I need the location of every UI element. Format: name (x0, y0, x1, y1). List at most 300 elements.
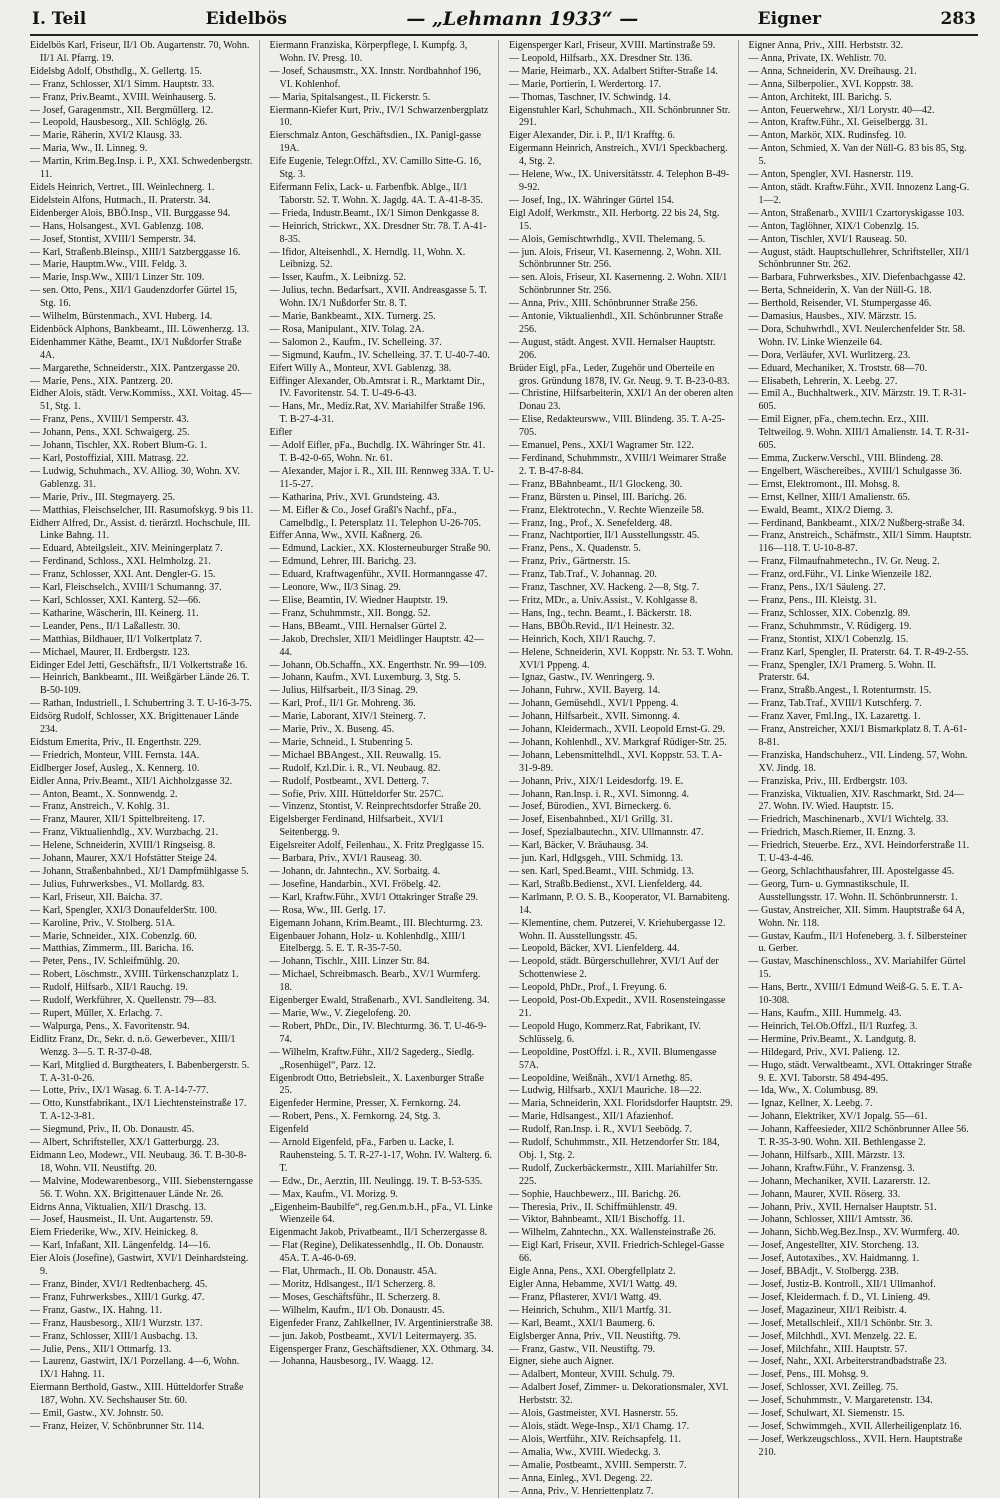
directory-entry: — Rudolf, Kzl.Dir. i. R., VI. Neubaug. 82. (270, 763, 495, 776)
directory-entry: — Anna, Private, IX. Wehlistr. 70. (749, 53, 975, 66)
directory-entry: Eifermann Felix, Lack- u. Farbenfbk. Ablge., II/1 Taborstr. 52. T. Wohn. X. Jagdg. 4A. T. A-41-8-35. (270, 182, 495, 208)
directory-entry: — Dora, Schuhwrhdl., XVI. Neulerchenfelder Str. 58. Wohn. IV. Linke Wienzeile 64. (749, 324, 975, 350)
directory-entry: — Robert, Löschmstr., XVIII. Türkenschanzplatz 1. (30, 969, 255, 982)
directory-entry: — Josef, Bürodien., XVI. Birneckerg. 6. (509, 801, 734, 814)
directory-entry: — Rudolf, Hilfsarb., XII/1 Rauchg. 19. (30, 982, 255, 995)
directory-entry: — Marie, Laborant, XIV/1 Steinerg. 7. (270, 711, 495, 724)
column-4 (749, 40, 979, 1498)
directory-entry: Eigenfeld (270, 1124, 495, 1137)
directory-entry: — Franz, Nachtportier, II/1 Ausstellungsstr. 45. (509, 530, 734, 543)
directory-entry: — Johann, Priv., XIX/1 Leidesdorfg. 19. E. (509, 776, 734, 789)
directory-entry: — Franz, Ing., Prof., X. Senefelderg. 48. (509, 518, 734, 531)
header-rule (30, 34, 978, 36)
directory-entry: — Max, Kaufm., VI. Morizg. 9. (270, 1189, 495, 1202)
directory-entry: — Hermine, Priv.Beamt., X. Landgutg. 8. (749, 1034, 975, 1047)
directory-entry: — Otto, Kunstfabrikant., IX/1 Liechtensteinstraße 17. T. A-12-3-81. (30, 1098, 255, 1124)
directory-entry: — Leopold, PhDr., Prof., I. Freyung. 6. (509, 982, 734, 995)
directory-entry: Eidenhammer Käthe, Beamt., IX/1 Nußdorfer Straße 4A. (30, 337, 255, 363)
directory-entry: — Franz, Stontist, XIX/1 Cobenzlg. 15. (749, 634, 975, 647)
directory-entry: — Hugo, städt. Verwaltbeamt., XVI. Ottakringer Straße 9. E. XVI. Taborstr. 58 494-495. (749, 1060, 975, 1086)
directory-entry: — sen. Otto, Pens., XII/1 Gaudenzdorfer Gürtel 15, Stg. 16. (30, 285, 255, 311)
directory-entry: — Viktor, Bahnbeamt., XII/1 Bischoffg. 11. (509, 1214, 734, 1227)
directory-entry: — Anton, Markör, XIX. Rudinsfeg. 10. (749, 130, 975, 143)
directory-entry: — Friedrich, Monteur, VIII. Fernsta. 14A. (30, 750, 255, 763)
directory-entry: — Julie, Pens., XII/1 Ottmarfg. 13. (30, 1344, 255, 1357)
directory-entry: — Rupert, Müller, X. Erlachg. 7. (30, 1008, 255, 1021)
directory-entry: — Helene, Schneiderin, XVI. Koppstr. Nr. 53. T. Wohn. XVI/1 Pppeng. 4. (509, 647, 734, 673)
directory-entry: — Karl, Schlosser, XXI. Kanterg. 52—66. (30, 595, 255, 608)
directory-entry: — Ifidor, Alteisenhdl., X. Herndlg. 11, Wohn. X. Leibnizg. 52. (270, 247, 495, 273)
directory-entry: — Emil A., Buchhaltwerk., XIV. Märzstr. 19. T. R-31-605. (749, 388, 975, 414)
directory-entry: — Hans, BBÖb.Revid., II/1 Heinestr. 32. (509, 621, 734, 634)
directory-entry: — Edmund, Lackier., XX. Klosterneuburger Straße 90. (270, 543, 495, 556)
directory-entry: — Johann, Maurer, XVII. Röserg. 33. (749, 1189, 975, 1202)
directory-entry: Eigenbauer Johann, Holz- u. Kohlenhdlg., XIII/1 Eitelbergg. 5. E. T. R-35-7-50. (270, 931, 495, 957)
directory-entry: Eigenstuhler Karl, Schuhmach., XII. Schönbrunner Str. 291. (509, 105, 734, 131)
directory-entry: — Eigl Karl, Friseur, XVII. Friedrich-Schlegel-Gasse 66. (509, 1240, 734, 1266)
directory-entry: — Franz, Pens., III. Kleistg. 31. (749, 595, 975, 608)
directory-entry: — Anna, Priv., V. Henriettenplatz 7. (509, 1486, 734, 1498)
directory-entry: Eigner Anna, Priv., XIII. Herbststr. 32. (749, 40, 975, 53)
directory-entry: — Ludwig, Hilfsarb., XXI/1 Mauriche. 18—22. (509, 1085, 734, 1098)
directory-entry: — Damasius, Hausbes., XIV. Märzstr. 15. (749, 311, 975, 324)
directory-entry: Eigermann Heinrich, Anstreich., XVI/1 Speckbacherg. 4, Stg. 2. (509, 143, 734, 169)
directory-entry: Eidlitz Franz, Dr., Sekr. d. n.ö. Gewerbever., XIII/1 Wenzg. 3—5. T. R-37-0-48. (30, 1034, 255, 1060)
directory-entry: — Julius, Fuhrwerksbes., VI. Mollardg. 83. (30, 879, 255, 892)
directory-entry: Eifler (270, 427, 495, 440)
directory-entry: — August, städt. Angest. XVII. Hernalser Hauptstr. 206. (509, 337, 734, 363)
directory-entry: — Berthold, Reisender, VI. Stumpergasse 46. (749, 298, 975, 311)
directory-entry: Eigemann Johann, Krim.Beamt., III. Blechturmg. 23. (270, 918, 495, 931)
directory-entry: — Ferdinand, Schuhmmstr., XVIII/1 Weimarer Straße 2. T. B-47-8-84. (509, 453, 734, 479)
directory-entry: — Josef, Milchfahr., XIII. Hauptstr. 57. (749, 1344, 975, 1357)
directory-entry: — Josef, Ing., IX. Währinger Gürtel 154. (509, 195, 734, 208)
directory-entry: — Marie, Priv., X. Buseng. 45. (270, 724, 495, 737)
directory-entry: — Matthias, Zimmerm., III. Baricha. 16. (30, 943, 255, 956)
directory-entry: — Karoline, Priv., V. Stolberg. 51A. (30, 918, 255, 931)
directory-entry: — Ferdinand, Schloss., XXI. Helmholzg. 21. (30, 556, 255, 569)
directory-entry: — Amalia, Ww., XVIII. Wiedeckg. 3. (509, 1447, 734, 1460)
directory-entry: — Josef, Hausmeist., II. Unt. Augartenstr. 59. (30, 1214, 255, 1227)
directory-entry: — Johann, Kohlenhdl., XV. Markgraf Rüdiger-Str. 25. (509, 737, 734, 750)
directory-entry: — Frieda, Industr.Beamt., IX/1 Simon Denkgasse 8. (270, 208, 495, 221)
directory-entry: — Maria, Schneiderin, XXI. Floridsdorfer Hauptstr. 29. (509, 1098, 734, 1111)
directory-entry: — Elise, Beamtin, IV. Wiedner Hauptstr. 19. (270, 595, 495, 608)
directory-entry: Eigenfeder Franz, Zahlkellner, IV. Argentinierstraße 38. (270, 1318, 495, 1331)
directory-entry: Eigenfeder Hermine, Presser, X. Fernkorng. 24. (270, 1098, 495, 1111)
directory-entry: Eiermann Franziska, Körperpflege, I. Kumpfg. 3, Wohn. IV. Presg. 10. (270, 40, 495, 66)
directory-entry: — Franz, Schlosser, XI/1 Simm. Hauptstr. 33. (30, 79, 255, 92)
directory-entry: — Heinrich, Schuhm., XII/1 Martfg. 31. (509, 1305, 734, 1318)
directory-entry: — Franz, Anstreich., V. Kohlg. 31. (30, 801, 255, 814)
directory-entry: — Rudolf, Schuhmmstr., XII. Hetzendorfer Str. 184, Obj. 1, Stg. 2. (509, 1137, 734, 1163)
directory-entry: — Friedrich, Maschinenarb., XVI/1 Wichtelg. 33. (749, 814, 975, 827)
directory-entry: — Franz, Schlosser, XIII/1 Ausbachg. 13. (30, 1331, 255, 1344)
directory-entry: — Josef, Kleidermach. f. D., VI. Linieng. 49. (749, 1292, 975, 1305)
directory-entry: — Anton, Feuerwehrw., XI/1 Lorystr. 40—42. (749, 105, 975, 118)
directory-entry: — Leopoldine, PostOffzl. i. R., XVII. Blumengasse 57A. (509, 1047, 734, 1073)
directory-entry: Eigner, siehe auch Aigner. (509, 1356, 734, 1369)
directory-entry: — Peter, Pens., IV. Schleifmühlg. 20. (30, 956, 255, 969)
directory-entry: Eigenberger Ewald, Straßenarb., XVI. Sandleiteng. 34. (270, 995, 495, 1008)
directory-entry: — Anna, Silberpolier., XVI. Koppstr. 38. (749, 79, 975, 92)
directory-entry: — Johann, dr. Jahntechn., XV. Sorbaitg. 4. (270, 866, 495, 879)
directory-entry: — M. Eifler & Co., Josef Graßl's Nachf., pFa., Camelbdlg., I. Petersplatz 11. Telephon U-26-705. (270, 505, 495, 531)
directory-entry: — Marie, Schneid., I. Stubenring 5. (270, 737, 495, 750)
directory-entry: — Josef, Angestellter, XIV. Storcheng. 13. (749, 1240, 975, 1253)
directory-entry: — August, städt. Hauptschullehrer, Schriftsteller, XII/1 Schönbrunner Str. 262. (749, 247, 975, 273)
directory-entry: — Rudolf, Zuckerbäckermstr., XIII. Mariahilfer Str. 225. (509, 1163, 734, 1189)
directory-entry: — Karl, Straßenb.Bleinsp., XIII/1 Satzberggasse 16. (30, 247, 255, 260)
directory-entry: — Josef, Schuhmmstr., V. Margaretenstr. 134. (749, 1395, 975, 1408)
directory-entry: — Eduard, Kraftwagenführ., XVII. Hormanngasse 47. (270, 569, 495, 582)
directory-entry: — Salomon 2., Kaufm., IV. Schelleing. 37. (270, 337, 495, 350)
directory-entry: — Johann, Straßenbahnbed., XI/1 Dampfmühlgasse 5. (30, 866, 255, 879)
directory-entry: — Karlmann, P. O. S. B., Kooperator, VI. Barnabiteng. 14. (509, 892, 734, 918)
directory-entry: Eiglsberger Anna, Priv., VII. Neustiftg. 79. (509, 1331, 734, 1344)
directory-entry: — Johann, Mechaniker, XVII. Lazarerstr. 12. (749, 1176, 975, 1189)
directory-entry: — Josef, Metallschleif., XII/1 Schönbr. Str. 3. (749, 1318, 975, 1331)
directory-entry: — Hans, BBeamt., VIII. Hernalser Gürtel 2. (270, 621, 495, 634)
directory-entry: — Franz, ord.Führ., VI. Linke Wienzeile 182. (749, 569, 975, 582)
directory-entry: — Heinrich, Strickwr., XX. Dresdner Str. 78. T. A-41-8-35. (270, 221, 495, 247)
directory-entry: — Ferdinand, Bankbeamt., XIX/2 Nußberg-straße 34. (749, 518, 975, 531)
directory-entry: — Julius, Hilfsarbeit., II/3 Sinag. 29. (270, 685, 495, 698)
directory-entry: — Ida, Ww., X. Columbusg. 89. (749, 1085, 975, 1098)
directory-entry: — Franz, Schlosser, XIX. Cobenzlg. 89. (749, 608, 975, 621)
directory-entry: — Marie, Priv., III. Stegmayerg. 25. (30, 492, 255, 505)
directory-entry: — Johann, Lebensmittelhdl., XVI. Koppstr. 53. T. A-31-9-89. (509, 750, 734, 776)
directory-entry: — Anton, Straßenarb., XVIII/1 Czartoryskigasse 103. (749, 208, 975, 221)
directory-entry: — Johann, Kraftw.Führ., V. Franzensg. 3. (749, 1163, 975, 1176)
directory-entry: Eigensperger Karl, Friseur, XVIII. Martinstraße 59. (509, 40, 734, 53)
directory-entry: — Franz, Anstreicher, XXI/1 Bismarkplatz 8. T. A-61-8-81. (749, 724, 975, 750)
directory-entry: — Josef, Schulwart, XI. Siemenstr. 15. (749, 1408, 975, 1421)
directory-entry: — Heinrich, Koch, XII/1 Rauchg. 7. (509, 634, 734, 647)
directory-entry: — Johann, Hilfsarb., XIII. Märzstr. 13. (749, 1150, 975, 1163)
directory-entry: Eigle Anna, Pens., XXI. Obergfellplatz 2. (509, 1266, 734, 1279)
directory-entry: — Anna, Schneiderin, XV. Dreihausg. 21. (749, 66, 975, 79)
directory-entry: — Franziska, Handschuherz., VII. Lindeng. 57, Wohn. XV. Jindg. 18. (749, 750, 975, 776)
directory-entry: — Franz, Binder, XVI/1 Redtenbacherg. 45. (30, 1279, 255, 1292)
directory-entry: — Karl, Prof., II/1 Gr. Mohreng. 36. (270, 698, 495, 711)
directory-entry: — Franz, Anstreich., Schäfmstr., XII/1 Simm. Hauptstr. 116—118. T. U-10-8-87. (749, 530, 975, 556)
directory-entry: — Johann, Priv., XVII. Hernalser Hauptstr. 51. (749, 1202, 975, 1215)
directory-entry: — Franz, Pens., X. Quadenstr. 5. (509, 543, 734, 556)
directory-entry: Eidlberger Josef, Ausleg., X. Kennerg. 10. (30, 763, 255, 776)
directory-entry: — Franz, Fuhrwerksbes., XIII/1 Gurkg. 47. (30, 1292, 255, 1305)
directory-entry: — Leonore, Ww., II/3 Sinag. 29. (270, 582, 495, 595)
directory-entry: — Engelbert, Wäschereibes., XVIII/1 Schulgasse 36. (749, 466, 975, 479)
directory-entry: — Adalbert, Monteur, XVIII. Schulg. 79. (509, 1369, 734, 1382)
directory-entry: — Leopold, Post-Ob.Expedit., XVII. Rosensteingasse 21. (509, 995, 734, 1021)
last-keyword: Eigner (758, 9, 821, 29)
directory-entry: — Dora, Verläufer, XVI. Wurlitzerg. 23. (749, 350, 975, 363)
directory-entry: — Klementine, chem. Putzerei, V. Kriehubergasse 12. Wohn. II. Ausstellungsstr. 45. (509, 918, 734, 944)
directory-title: — „Lehmann 1933“ — (406, 8, 638, 30)
directory-entry: — Franz, Priv.Beamt., XVIII. Weinhauserg. 5. (30, 92, 255, 105)
directory-entry: — Anton, städt. Kraftw.Führ., XVII. Innozenz Lang-G. 1—2. (749, 182, 975, 208)
directory-entry: Eiffer Anna, Ww., XVII. Kaßnerg. 26. (270, 530, 495, 543)
directory-entry: — Franz, Tab.Traf., XVIII/1 Kutschferg. 7. (749, 698, 975, 711)
directory-entry: — Anton, Tischler, XVI/1 Rauseag. 50. (749, 234, 975, 247)
directory-entry: — Robert, Pens., X. Fernkorng. 24, Stg. 3. (270, 1111, 495, 1124)
directory-entry: — Flat (Regine), Delikatessenhdlg., II. Ob. Donaustr. 45A. T. A-46-0-69. (270, 1240, 495, 1266)
directory-entry: — Josef, Nahr., XXI. Arbeiterstrandbadstraße 23. (749, 1356, 975, 1369)
page-number: 283 (941, 9, 977, 29)
directory-entry: — Anton, Taglöhner, XIX/1 Cobenzlg. 15. (749, 221, 975, 234)
directory-entry: — Wilhelm, Zahntechn., XX. Wallensteinstraße 26. (509, 1227, 734, 1240)
directory-entry: — Thomas, Taschner, IV. Schwindg. 14. (509, 92, 734, 105)
directory-entry: — Rathan, Industriell., I. Schubertring 3. T. U-16-3-75. (30, 698, 255, 711)
directory-entry: Eife Eugenie, Telegr.Offzl., XV. Camillo Sitte-G. 16, Stg. 3. (270, 156, 495, 182)
directory-entry: — Marie, Portierin, I. Werdertorg. 17. (509, 79, 734, 92)
directory-entry: — Elise, Redakteursww., VIII. Blindeng. 35. T. A-25-705. (509, 414, 734, 440)
directory-entry: — Johann, Kleidermach., XVII. Leopold Ernst-G. 29. (509, 724, 734, 737)
directory-entry: — Johann, Schlosser, XIII/1 Amtsstr. 36. (749, 1214, 975, 1227)
directory-entry: — Alois, städt. Wege-Insp., XI/1 Chamg. 17. (509, 1421, 734, 1434)
directory-entry: Eigl Adolf, Werkmstr., XII. Herbortg. 22 bis 24, Stg. 15. (509, 208, 734, 234)
directory-entry: — Josef, Pens., III. Mohsg. 9. (749, 1369, 975, 1382)
directory-entry: — Rosa, Ww., III. Gerlg. 17. (270, 905, 495, 918)
directory-entry: — Franziska, Priv., III. Erdbergstr. 103. (749, 776, 975, 789)
directory-entry: — Josef, Werkzeugschloss., XVII. Hern. Hauptstraße 210. (749, 1434, 975, 1460)
directory-entry: — Josef, Magazineur, XII/1 Reibistr. 4. (749, 1305, 975, 1318)
directory-entry: Eiger Alexander, Dir. i. P., II/1 Krafftg. 6. (509, 130, 734, 143)
directory-entry: — Johanna, Hausbesorg., IV. Waagg. 12. (270, 1356, 495, 1369)
directory-entry: Eidstum Emerita, Priv., II. Engerthstr. 229. (30, 737, 255, 750)
directory-entry: — Johann, Fuhrw., XVII. Bayerg. 14. (509, 685, 734, 698)
directory-entry: — Josef, Justiz-B. Kontroll., XII/1 Ullmanhof. (749, 1279, 975, 1292)
directory-entry: — Eduard, Mechaniker, X. Troststr. 68—70. (749, 363, 975, 376)
directory-entry: — Michael, Maurer, II. Erdbergstr. 123. (30, 647, 255, 660)
directory-entry: — Leopold, Hilfsarb., XX. Dresdner Str. 136. (509, 53, 734, 66)
directory-entry: — Hans, Mr., Mediz.Rat, XV. Mariahilfer Straße 196. T. B-27-4-31. (270, 401, 495, 427)
directory-entry: — Rosa, Manipulant., XIV. Tolag. 2A. (270, 324, 495, 337)
directory-entry: Eigler Anna, Hebamme, XVI/1 Wattg. 49. (509, 1279, 734, 1292)
directory-entry: — Malvine, Modewarenbesorg., VIII. Siebensterngasse 56. T. Wohn. XX. Brigittenauer Lände Nr. 26. (30, 1176, 255, 1202)
directory-entry: — Franz, Priv., Gärtnerstr. 15. (509, 556, 734, 569)
directory-entry: Eidherr Alfred, Dr., Assist. d. tierärztl. Hochschule, III. Linke Bahng. 11. (30, 518, 255, 544)
directory-entry: — Albert, Schriftsteller, XX/1 Gatterburgg. 23. (30, 1137, 255, 1150)
directory-entry: — Julius, techn. Bedarfsart., XVII. Andreasgasse 5. T. Wohn. IX/1 Nußdorfer Str. 8. T. (270, 285, 495, 311)
directory-entry: — Barbara, Fuhrwerksbes., XIV. Diefenbachgasse 42. (749, 272, 975, 285)
directory-entry: — Adolf Eifler, pFa., Buchdlg. IX. Währinger Str. 41. T. B-42-0-65, Wohn. Nr. 61. (270, 440, 495, 466)
directory-entry: Eidrns Anna, Viktualien, XII/1 Draschg. 13. (30, 1202, 255, 1215)
directory-entry: — Alexander, Major i. R., XII. III. Rennweg 33A. T. U-11-5-27. (270, 466, 495, 492)
directory-entry: — Marie, Räherin, XVI/2 Klausg. 33. (30, 130, 255, 143)
directory-entry: — Johann, Sichb.Weg.Bez.Insp., XV. Wurmferg. 40. (749, 1227, 975, 1240)
directory-entry: — Karl, Fleischselch., XVIII/1 Schumanng. 37. (30, 582, 255, 595)
directory-entry: — Johann, Pens., XXI. Schwaigerg. 25. (30, 427, 255, 440)
directory-entry: Eidsörg Rudolf, Schlosser, XX. Brigittenauer Lände 234. (30, 711, 255, 737)
directory-entry: — Franz, Heizer, V. Schönbrunner Str. 114. (30, 1421, 255, 1434)
directory-entry: Eidher Alois, städt. Verw.Kommiss., XXI. Voitag. 45—51, Stg. 1. (30, 388, 255, 414)
directory-entry: — Sigmund, Kaufm., IV. Schelleing. 37. T. U-40-7-40. (270, 350, 495, 363)
directory-entry: — Hans, Kaufm., XIII. Hummelg. 43. (749, 1008, 975, 1021)
column-2 (270, 40, 500, 1498)
column-3 (509, 40, 739, 1498)
directory-entry: — Anton, Spengler, XVI. Hasnerstr. 119. (749, 169, 975, 182)
directory-entry: — Karl, Straßb.Bedienst., XVI. Lienfelderg. 44. (509, 879, 734, 892)
directory-entry: Eigenbrodt Otto, Betriebsleit., X. Laxenburger Straße 25. (270, 1073, 495, 1099)
directory-entry: — Josef, Stontist, XVIII/1 Semperstr. 34. (30, 234, 255, 247)
directory-entry: — Katharine, Wäscherin, III. Keinerg. 11. (30, 608, 255, 621)
directory-entry: — Amalie, Postbeamt., XVIII. Semperstr. 7. (509, 1460, 734, 1473)
directory-entry: — Hans, Ing., techn. Beamt., I. Bäckerstr. 18. (509, 608, 734, 621)
directory-entry: — Marie, Hauptm.Ww., VIII. Feldg. 3. (30, 259, 255, 272)
directory-entry: — Ewald, Beamt., XIX/2 Diemg. 3. (749, 505, 975, 518)
directory-entry: — Helene, Schneiderin, XVIII/1 Ringseisg. 8. (30, 840, 255, 853)
directory-entry: — Moses, Geschäftsführ., II. Scherzerg. 8. (270, 1292, 495, 1305)
directory-entry: — Rudolf, Ran.Insp. i. R., XVI/1 Seebödg. 7. (509, 1124, 734, 1137)
directory-entry: — Ernst, Elektromont., III. Mohsg. 8. (749, 479, 975, 492)
directory-entry: — Edmund, Lehrer, III. Barichg. 23. (270, 556, 495, 569)
directory-entry: — Hans, Holsangest., XVI. Gablenzg. 108. (30, 221, 255, 234)
directory-entry: — Leopold, städt. Bürgerschullehrer, XVI/1 Auf der Schottenwiese 2. (509, 956, 734, 982)
directory-entry: — Moritz, Hdlsangest., II/1 Scherzerg. 8. (270, 1279, 495, 1292)
directory-entry: Eierschmalz Anton, Geschäftsdien., IX. Panigl-gasse 19A. (270, 130, 495, 156)
directory-entry: — Fritz, MDr., a. Univ.Assist., V. Kohlgasse 8. (509, 595, 734, 608)
directory-entry: — Friedrich, Masch.Riemer, II. Enzng. 3. (749, 827, 975, 840)
directory-entry: — Franz, Maurer, XII/1 Spittelbreiteng. 17. (30, 814, 255, 827)
directory-entry: — Leopold, Bäcker, XVI. Lienfelderg. 44. (509, 943, 734, 956)
directory-entry: — Rudolf, Postbeamt., XVI. Detterg. 7. (270, 776, 495, 789)
directory-entry: Eidler Anna, Priv.Beamt., XII/1 Aichholzgasse 32. (30, 776, 255, 789)
directory-entry: Eidels Heinrich, Vertret., III. Weinlechnerg. 1. (30, 182, 255, 195)
directory-entry: — Ernst, Kellner, XIII/1 Amalienstr. 65. (749, 492, 975, 505)
directory-entry: — Franz, Bürsten u. Pinsel, III. Barichg. 26. (509, 492, 734, 505)
page-header (32, 6, 976, 32)
directory-entry: — Josef, Spezialbautechn., XIV. Ullmannstr. 47. (509, 827, 734, 840)
directory-entry: — Josef, BBAdjt., V. Stolbergg. 23B. (749, 1266, 975, 1279)
directory-entry: — Martin, Krim.Beg.Insp. i. P., XXI. Schwedenbergstr. 11. (30, 156, 255, 182)
directory-entry: — Anna, Einleg., XVI. Degeng. 22. (509, 1473, 734, 1486)
directory-entry: — Friedrich, Steuerbe. Erz., XVI. Heindorferstraße 11. T. U-43-4-46. (749, 840, 975, 866)
directory-entry: — Edw., Dr., Aerztin, III. Neulingg. 19. T. B-53-535. (270, 1176, 495, 1189)
directory-entry: — Katharina, Priv., XVI. Grundsteing. 43. (270, 492, 495, 505)
directory-entry: Eiermann-Kiefer Kurt, Priv., IV/1 Schwarzenbergplatz 10. (270, 105, 495, 131)
directory-entry: — Franz, Spengler, IX/1 Pramerg. 5. Wohn. II. Praterstr. 64. (749, 660, 975, 686)
directory-entry: — Marie, Heimarb., XX. Adalbert Stifter-Straße 14. (509, 66, 734, 79)
directory-entry: — Marie, Ww., V. Ziegelofeng. 20. (270, 1008, 495, 1021)
directory-entry: — Franz, Gastw., VII. Neustiftg. 79. (509, 1344, 734, 1357)
directory-entry: — Anton, Schmied, X. Van der Nüll-G. 83 bis 85, Stg. 5. (749, 143, 975, 169)
directory-entry: — Josef, Garagenmstr., XII. Bergmüllerg. 12. (30, 105, 255, 118)
directory-entry: — Alois, Gemischtwrhdlg., XVII. Thelemang. 5. (509, 234, 734, 247)
directory-entry: — Anna, Priv., XIII. Schönbrunner Straße 256. (509, 298, 734, 311)
directory-entry: — Karl, Spengler, XXI/3 DonaufelderStr. 100. (30, 905, 255, 918)
directory-entry: — Karl, Beamt., XXI/1 Baumerg. 6. (509, 1318, 734, 1331)
directory-entry: — Josef, Schlosser, XVI. Zeilleg. 75. (749, 1382, 975, 1395)
directory-entry: — sen. Alois, Friseur, XI. Kasernenng. 2. Wohn. XII/1 Schönbrunner Str. 256. (509, 272, 734, 298)
directory-entry: — Antonie, Viktualienhdl., XII. Schönbrunner Straße 256. (509, 311, 734, 337)
directory-entry: — Elisabeth, Lehrerin, X. Leebg. 27. (749, 376, 975, 389)
directory-entry: — Karl, Infaßant, XII. Längenfeldg. 14—16. (30, 1240, 255, 1253)
directory-entry: — Emil Eigner, pFa., chem.techn. Erz., XIII. Teltweilog. 9. Wohn. XIII/1 Amalienstr. 14. T. R-31-605. (749, 414, 975, 453)
directory-entry: — Lotte, Priv., IX/1 Wasag. 6. T. A-14-7-77. (30, 1085, 255, 1098)
directory-entry: — Ignaz, Kellner, X. Leebg. 7. (749, 1098, 975, 1111)
directory-entry: — Sofie, Priv. XIII. Hütteldorfer Str. 257C. (270, 789, 495, 802)
directory-entry: Brüder Eigl, pFa., Leder, Zugehör und Oberteile en gros. Gründung 1878, IV. Gr. Neug. 9. T. B-23-0-83. (509, 363, 734, 389)
directory-entry: — Johann, Gemüsehdl., XVI/1 Pppeng. 4. (509, 698, 734, 711)
directory-entry: — Alois, Gastmeister, XVI. Hasnerstr. 55. (509, 1408, 734, 1421)
directory-entry: Eigensperger Franz, Geschäftsdiener, XX. Othmarg. 34. (270, 1344, 495, 1357)
directory-entry: — Franz, Schuhmmstr., XII. Bongg. 52. (270, 608, 495, 621)
directory-entry: — Josef, Milchhdl., XVI. Menzelg. 22. E. (749, 1331, 975, 1344)
directory-entry: — Vinzenz, Stontist, V. Reinprechtsdorfer Straße 20. (270, 801, 495, 814)
directory-entry: Eidmann Leo, Modewr., VII. Neubaug. 36. T. B-30-8-18, Wohn. VII. Neustiftg. 20. (30, 1150, 255, 1176)
directory-entry: Eifert Willy A., Monteur, XVI. Gablenzg. 38. (270, 363, 495, 376)
directory-entry: — Marie, Bankbeamt., XIX. Turnerg. 25. (270, 311, 495, 324)
directory-entry: — Josefine, Handarbin., XVI. Fröbelg. 42. (270, 879, 495, 892)
directory-entry: Eiffinger Alexander, Ob.Amtsrat i. R., Marktamt Dir., IV. Favoritenstr. 54. T. U-49-6-43. (270, 376, 495, 402)
directory-entry: — Helene, Ww., IX. Universitätsstr. 4. Telephon B-49-9-92. (509, 169, 734, 195)
directory-entry: — Christine, Hilfsarbeiterin, XXI/1 An der oberen alten Donau 23. (509, 388, 734, 414)
directory-entry: — Karl, Friseur, XII. Baicha. 37. (30, 892, 255, 905)
directory-entry: — Jakob, Drechsler, XII/1 Meidlinger Hauptstr. 42—44. (270, 634, 495, 660)
directory-entry: — Heinrich, Bankbeamt., III. Weißgärber Lände 26. T. B-50-109. (30, 672, 255, 698)
first-keyword: Eidelbös (206, 9, 287, 29)
directory-entry: — Leopold Hugo, Kommerz.Rat, Fabrikant, IV. Schlüsselg. 6. (509, 1021, 734, 1047)
directory-entry: — Karl, Postoffizial, XIII. Matrasg. 22. (30, 453, 255, 466)
directory-entry: — Josef, Schausmstr., XX. Innstr. Nordbahnhof 196, VI. Kohlenhof. (270, 66, 495, 92)
directory-entry: — Josef, Schwimmgeh., XVII. Allerheiligenplatz 16. (749, 1421, 975, 1434)
directory-entry: — Gustav, Anstreicher, XII. Simm. Hauptstraße 64 A, Wohn. Nr. 118. (749, 905, 975, 931)
directory-entry: — Franz, Viktualienhdlg., XV. Wurzbachg. 21. (30, 827, 255, 840)
directory-entry: — Franziska, Viktualien, XIV. Raschmarkt, Std. 24—27. Wohn. IV. Wied. Hauptstr. 15. (749, 789, 975, 815)
directory-entry: Eigenmacht Jakob, Privatbeamt., II/1 Scherzergasse 8. (270, 1227, 495, 1240)
part-label: I. Teil (32, 9, 86, 29)
directory-entry: — Franz Xaver, Fml.Ing., IX. Lazarettg. 1. (749, 711, 975, 724)
directory-entry: — Hildegard, Priv., XVI. Palieng. 12. (749, 1047, 975, 1060)
directory-entry: Eidenberger Alois, BBÖ.Insp., VII. Burggasse 94. (30, 208, 255, 221)
directory-entry: — Adalbert Josef, Zimmer- u. Dekorationsmaler, XVI. Herbststr. 32. (509, 1382, 734, 1408)
directory-entry: — Laurenz, Gastwirt, IX/1 Porzellang. 4—6, Wohn. IX/1 Hahng. 11. (30, 1356, 255, 1382)
directory-entry: — Emil, Gastw., XV. Johnstr. 50. (30, 1408, 255, 1421)
directory-entry: — Georg, Schlachthausfahrer, III. Apostelgasse 45. (749, 866, 975, 879)
directory-entry: — Marie, Pens., XIX. Pantzerg. 20. (30, 376, 255, 389)
directory-entry: — Johann, Hilfsarbeit., XVII. Simonng. 4. (509, 711, 734, 724)
directory-entry: Eier Alois (Josefine), Gastwirt, XVI/1 Deinhardsteing. 9. (30, 1253, 255, 1279)
directory-entry: — Berta, Schneiderin, X. Van der Nüll-G. 18. (749, 285, 975, 298)
directory-entry: — Anton, Beamt., X. Sonnwendg. 2. (30, 789, 255, 802)
directory-entry: — Karl, Mitglied d. Burgtheaters, I. Babenbergerstr. 5. T. A-31-0-26. (30, 1060, 255, 1086)
directory-entry: — Matthias, Bildhauer, II/1 Volkertplatz 7. (30, 634, 255, 647)
directory-entry: — Heinrich, Tel.Ob.Offzl., II/1 Ruzfeg. 3. (749, 1021, 975, 1034)
directory-entry: — Maria, Ww., II. Linneg. 9. (30, 143, 255, 156)
directory-entry: — Franz, Straßb.Angest., I. Rotenturmstr. 15. (749, 685, 975, 698)
directory-entry: — Leopoldine, Weißnäh., XVI/1 Arnethg. 85. (509, 1073, 734, 1086)
directory-entry: — Gustav, Kaufm., II/1 Hofeneberg. 3. f. Silbersteiner u. Gerber. (749, 931, 975, 957)
directory-entry: — Georg, Turn- u. Gymnastikschule, II. Ausstellungsstr. 17. Wohn. II. Schönbrunnerstr. 1. (749, 879, 975, 905)
directory-entry: — Anton, Kraftw.Führ., XI. Geiselbergg. 31. (749, 117, 975, 130)
directory-entry: — Franz, Tab.Traf., V. Johannag. 20. (509, 569, 734, 582)
directory-entry: — Ludwig, Schuhmach., XV. Alliog. 30, Wohn. XV. Gablenzg. 31. (30, 466, 255, 492)
directory-entry: — Michael BBAngest., XII. Reuwallg. 15. (270, 750, 495, 763)
directory-entry: — Johann, Tischlr., XIII. Linzer Str. 84. (270, 956, 495, 969)
directory-entry: — Margarethe, Schneiderstr., XIX. Pantzergasse 20. (30, 363, 255, 376)
directory-entry: — Emma, Zuckerw.Verschl., VIII. Blindeng. 28. (749, 453, 975, 466)
directory-entry: — Josef, Autotaxibes., XV. Haidmanng. 1. (749, 1253, 975, 1266)
directory-entry: — Johann, Maurer, XX/1 Hofstätter Steige 24. (30, 853, 255, 866)
directory-entry: — Robert, PhDr., Dir., IV. Blechturmg. 36. T. U-46-9-74. (270, 1021, 495, 1047)
directory-entry: — Marie, Hdlsangest., XII/1 Afazienhof. (509, 1111, 734, 1124)
directory-entry: — Emanuel, Pens., XXI/1 Wagramer Str. 122. (509, 440, 734, 453)
directory-entry: — Wilhelm, Bürstenmach., XVI. Huberg. 14. (30, 311, 255, 324)
directory-entry: — Johann, Tischler, XX. Robert Blum-G. 1. (30, 440, 255, 453)
directory-entry: — Franz, Filmaufnahmetechn., IV. Gr. Neug. 2. (749, 556, 975, 569)
